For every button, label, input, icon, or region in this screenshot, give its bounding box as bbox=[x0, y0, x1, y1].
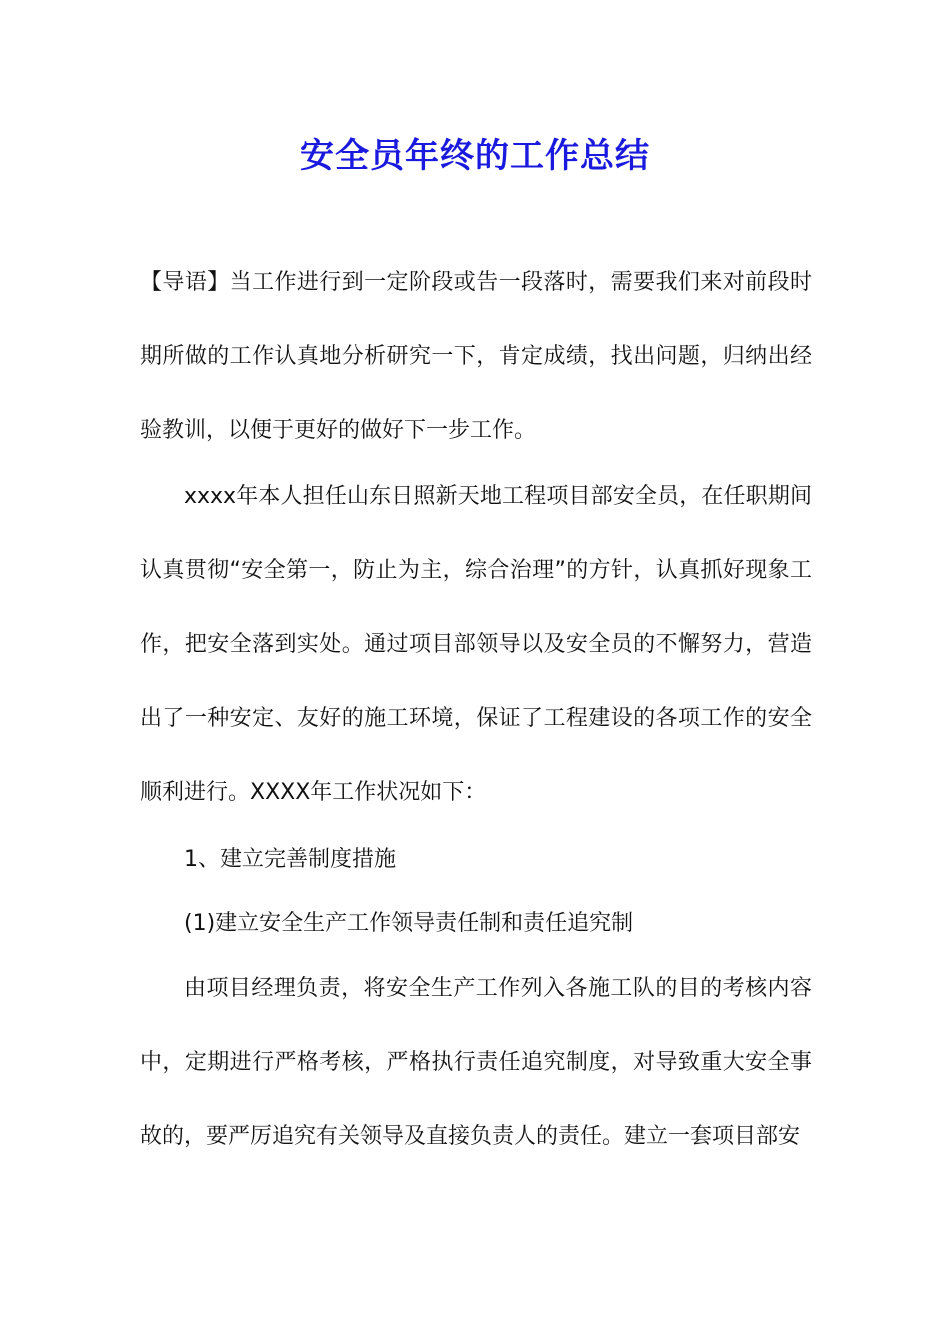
responsibility-paragraph: 由项目经理负责，将安全生产工作列入各施工队的目的考核内容中，定期进行严格考核，严格执行责任追究制度，对导致重大安全事故的，要严厉追究有关领导及直接负责人的责任。建立一套项目部安 bbox=[140, 976, 812, 1149]
main-paragraph: xxxx年本人担任山东日照新天地工程项目部安全员，在任职期间认真贯彻“安全第一，防止为主，综合治理”的方针，认真抓好现象工作，把安全落到实处。通过项目部领导以及安全员的不懈努力，营造出了一种安定、友好的施工环境，保证了工程建设的各项工作的安全顺利进行。XXXX年工作状况如下： bbox=[140, 484, 812, 805]
section-heading-1: 1、建立完善制度措施 bbox=[184, 847, 396, 872]
document-title: 安全员年终的工作总结 bbox=[300, 136, 650, 176]
subsection-heading-1: (1)建立安全生产工作领导责任制和责任追究制 bbox=[184, 911, 634, 936]
intro-paragraph: 【导语】当工作进行到一定阶段或告一段落时，需要我们来对前段时期所做的工作认真地分析研究一下，肯定成绩，找出问题，归纳出经验教训，以便于更好的做好下一步工作。 bbox=[140, 270, 812, 443]
